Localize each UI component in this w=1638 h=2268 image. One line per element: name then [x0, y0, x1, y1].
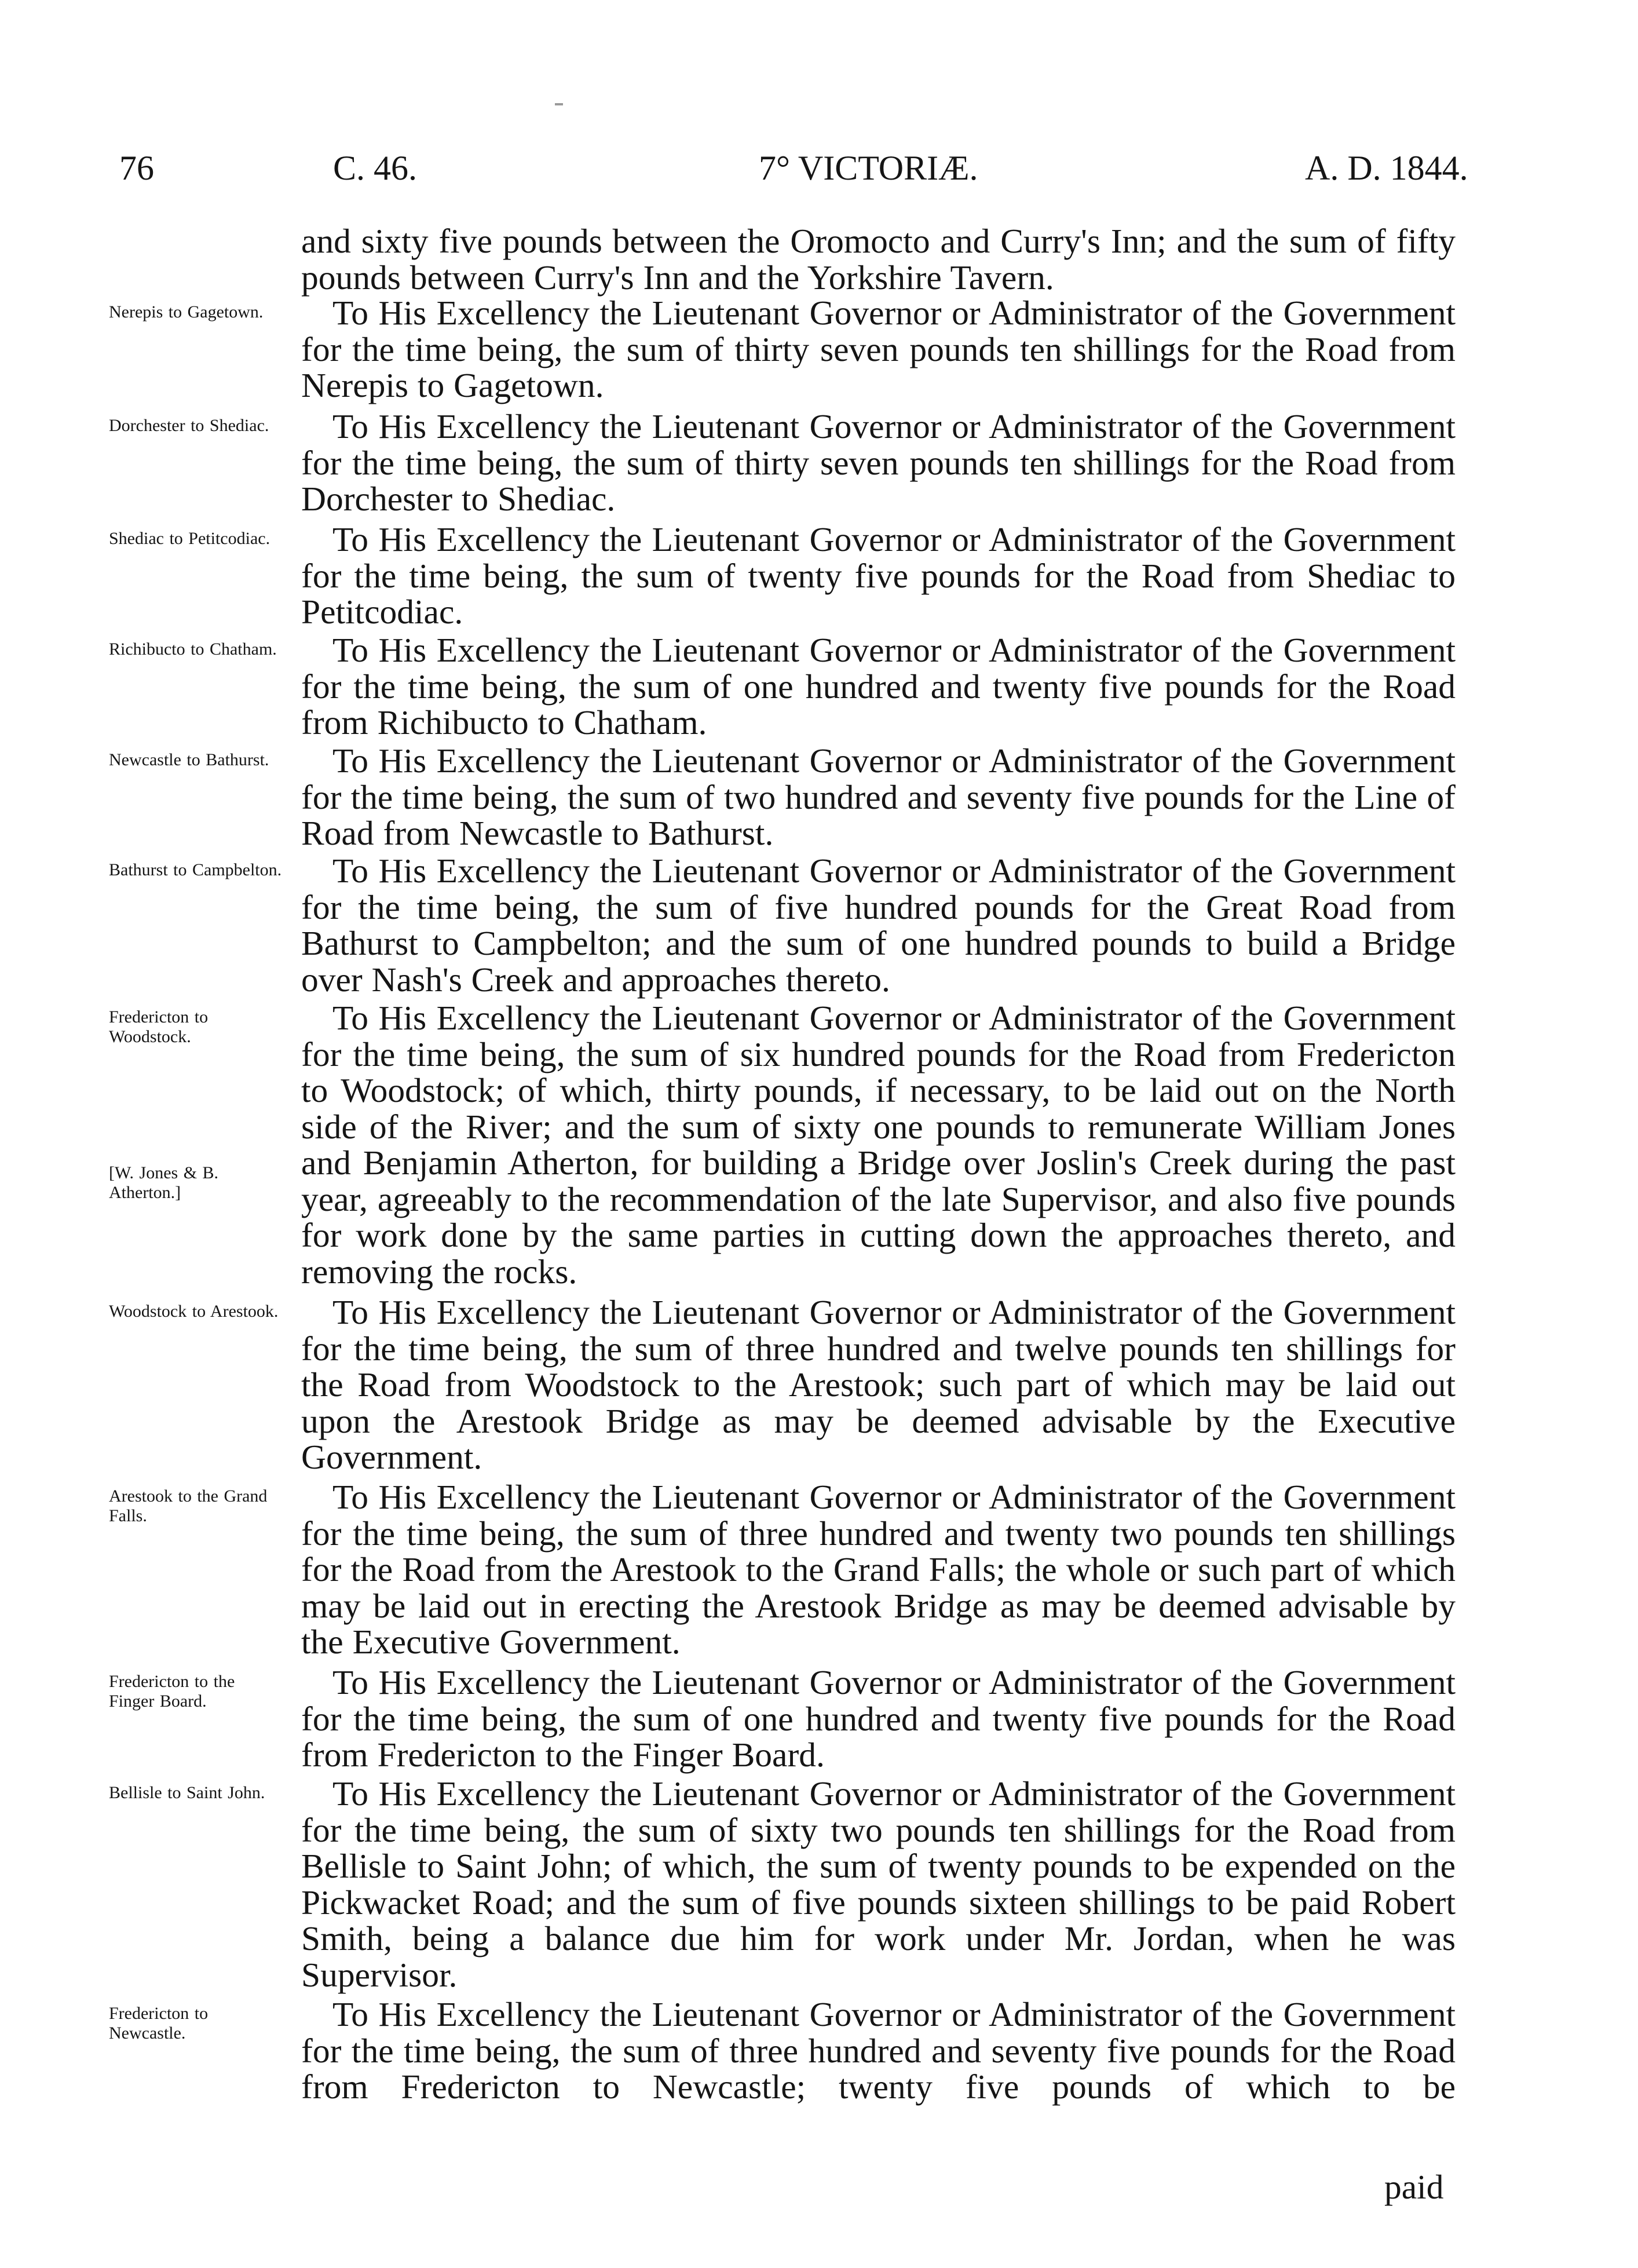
- catchword: paid: [1384, 2168, 1444, 2206]
- paragraph-bellisle: To His Excellency the Lieutenant Governor or Administrator of the Government for the time being, the sum of sixty two pounds ten shillings for the Road from Bellisle to Saint John; of which, the sum of twenty pounds to be expended on the Pickwacket Road; and the sum of five pounds sixteen shillings to be paid Robert Smith, being a balance due him for work under Mr. Jordan, when he was Supervisor.: [301, 1774, 1456, 1994]
- chapter-heading: C. 46.: [333, 149, 418, 187]
- marginal-note-fredericton-woodstock: Fredericton to Woodstock.: [109, 1007, 209, 1046]
- paragraph-finger-board: To His Excellency the Lieutenant Governor or Administrator of the Government for the time being, the sum of one hundred and twenty five pounds for the Road from Fredericton to the Finger Board.: [301, 1663, 1456, 1774]
- paragraph-woodstock-arestook: To His Excellency the Lieutenant Governor or Administrator of the Government for the time being, the sum of three hundred and twelve pounds ten shillings for the Road from Woodstock to the Arestook; such part of which may be laid out upon the Arestook Bridge as may be deemed advisable by the Executive Government.: [301, 1293, 1456, 1476]
- marginal-note-fredericton-newcastle: Fredericton to Newcastle.: [109, 2004, 209, 2043]
- marginal-note-shediac: Shediac to Petitcodiac.: [109, 529, 270, 548]
- page-number: 76: [119, 149, 154, 187]
- marginal-note-newcastle: Newcastle to Bathurst.: [109, 750, 269, 769]
- paragraph-arestook-grand-falls: To His Excellency the Lieutenant Governor or Administrator of the Government for the time being, the sum of three hundred and twenty two pounds ten shillings for the Road from the Arestook to the Grand Falls; the whole or such part of which may be laid out in erecting the Arestook Bridge as may be deemed advisable by the Executive Government.: [301, 1478, 1456, 1661]
- paragraph-nerepis: To His Excellency the Lieutenant Governor or Administrator of the Government for the time being, the sum of thirty seven pounds ten shillings for the Road from Nerepis to Gagetown.: [301, 294, 1456, 404]
- marginal-note-dorchester: Dorchester to Shediac.: [109, 416, 269, 435]
- paragraph-fredericton-woodstock: To His Excellency the Lieutenant Governor or Administrator of the Government for the time being, the sum of six hundred pounds for the Road from Fredericton to Woodstock; of which, thirty pounds, if necessary, to be laid out on the North side of the River; and the sum of sixty one pounds to remunerate William Jones and Benjamin Atherton, for building a Bridge over Joslin's Creek during the past year, agreeably to the recommendation of the late Supervisor, and also five pounds for work done by the same parties in cutting down the approaches thereto, and removing the rocks.: [301, 999, 1456, 1291]
- paragraph-richibucto: To His Excellency the Lieutenant Governor or Administrator of the Government for the time being, the sum of one hundred and twenty five pounds for the Road from Richibucto to Chatham.: [301, 631, 1456, 742]
- marginal-note-bellisle: Bellisle to Saint John.: [109, 1783, 265, 1802]
- marginal-note-jones-atherton: [W. Jones & B. Atherton.]: [109, 1163, 219, 1202]
- paragraph-fredericton-newcastle: To His Excellency the Lieutenant Governor or Administrator of the Government for the time being, the sum of three hundred and seventy five pounds for the Road from Fredericton to Newcastle; twenty five pounds of which to be: [301, 1995, 1456, 2106]
- paragraph-shediac: To His Excellency the Lieutenant Governor or Administrator of the Government for the time being, the sum of twenty five pounds for the Road from Shediac to Petitcodiac.: [301, 520, 1456, 631]
- scan-mark: [555, 103, 563, 105]
- year-heading: A. D. 1844.: [1305, 149, 1468, 187]
- marginal-note-woodstock-arestook: Woodstock to Arestook.: [109, 1302, 279, 1321]
- marginal-note-richibucto: Richibucto to Chatham.: [109, 640, 277, 659]
- marginal-note-finger-board: Fredericton to the Finger Board.: [109, 1672, 235, 1711]
- marginal-note-bathurst: Bathurst to Campbelton.: [109, 860, 282, 879]
- paragraph-bathurst: To His Excellency the Lieutenant Governor or Administrator of the Government for the time being, the sum of five hundred pounds for the Great Road from Bathurst to Campbelton; and the sum of one hundred pounds to build a Bridge over Nash's Creek and approaches thereto.: [301, 852, 1456, 999]
- marginal-note-nerepis: Nerepis to Gagetown.: [109, 302, 264, 322]
- regnal-year-heading: 7° VICTORIÆ.: [759, 149, 978, 187]
- marginal-note-arestook-grand-falls: Arestook to the Grand Falls.: [109, 1487, 268, 1525]
- paragraph-continuation: and sixty five pounds between the Oromocto and Curry's Inn; and the sum of fifty pounds between Curry's Inn and the Yorkshire Tavern.: [301, 222, 1456, 297]
- paragraph-newcastle: To His Excellency the Lieutenant Governor or Administrator of the Government for the time being, the sum of two hundred and seventy five pounds for the Line of Road from Newcastle to Bathurst.: [301, 742, 1456, 852]
- paragraph-dorchester: To His Excellency the Lieutenant Governor or Administrator of the Government for the time being, the sum of thirty seven pounds ten shillings for the Road from Dorchester to Shediac.: [301, 407, 1456, 518]
